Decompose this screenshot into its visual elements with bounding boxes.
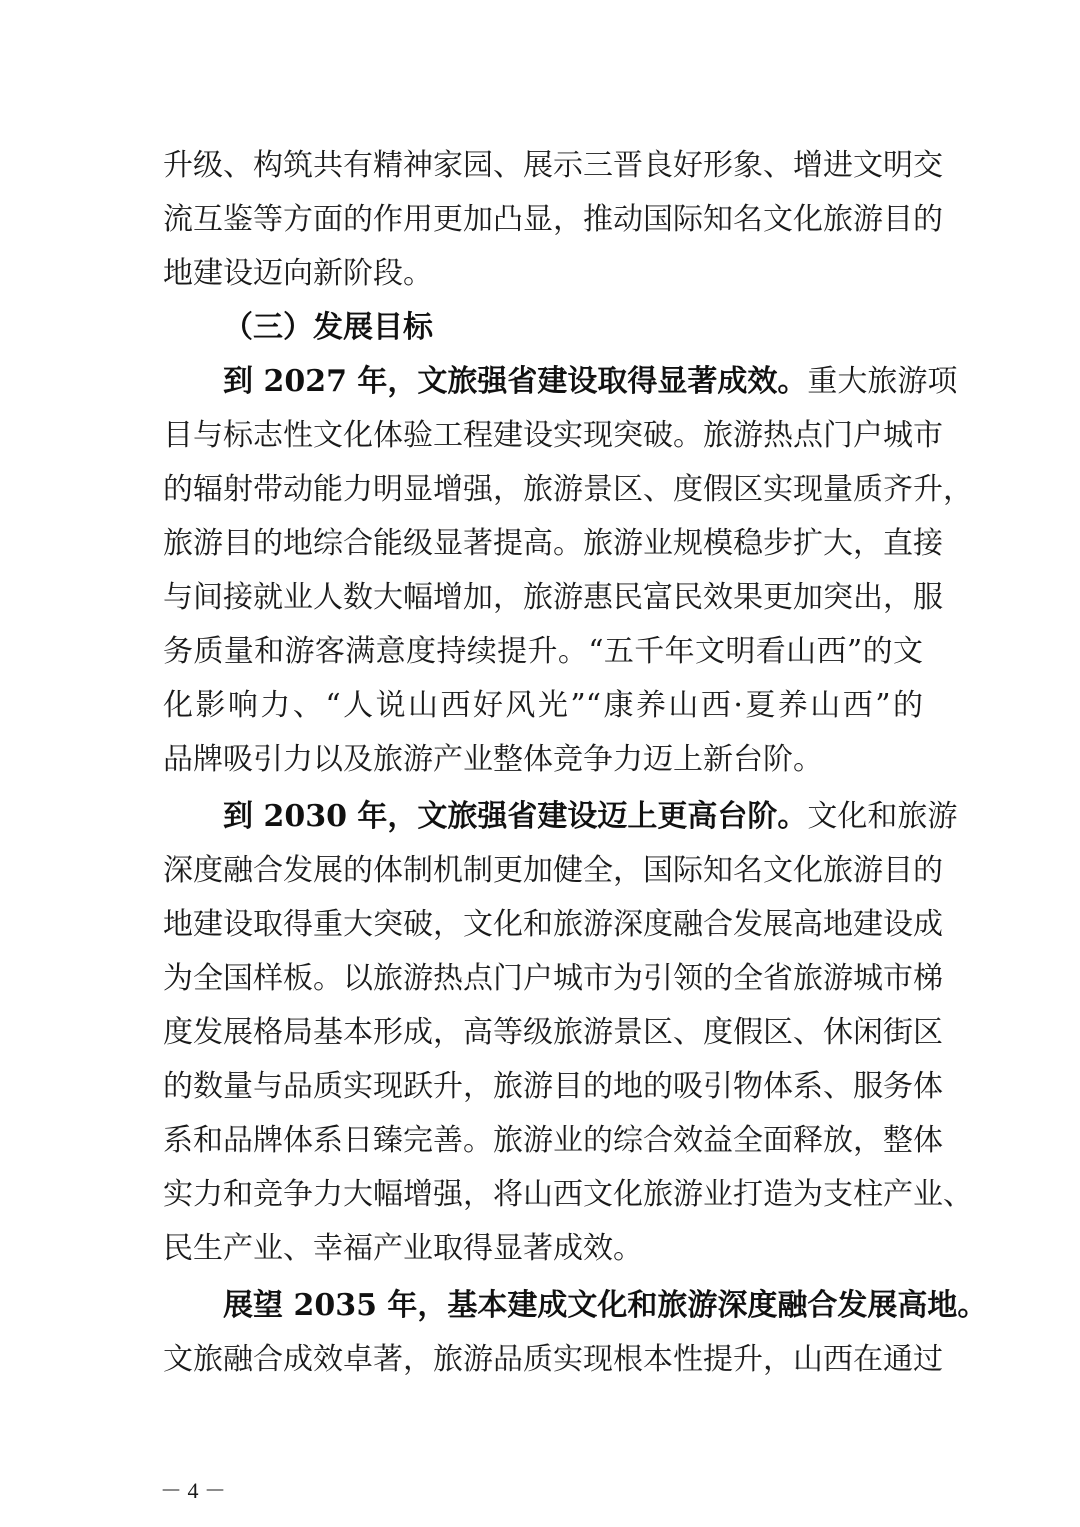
text-line: 的数量与品质实现跃升，旅游目的地的吸引物体系、服务体 <box>163 1069 943 1104</box>
page-number: － 4 － <box>160 1478 227 1503</box>
text-line: 实力和竞争力大幅增强，将山西文化旅游业打造为支柱产业、 <box>163 1177 973 1212</box>
text-line: 地建设取得重大突破，文化和旅游深度融合发展高地建设成 <box>163 907 943 942</box>
paragraph-lead-line <box>223 354 958 410</box>
text-line: 深度融合发展的体制机制更加健全，国际知名文化旅游目的 <box>163 853 943 888</box>
text-line: 地建设迈向新阶段。 <box>163 256 433 291</box>
text-line: 文旅融合成效卓著，旅游品质实现根本性提升，山西在通过 <box>163 1342 943 1377</box>
text-line: 的辐射带动能力明显增强，旅游景区、度假区实现量质齐升， <box>163 472 973 507</box>
text-line: 化影响力、“人说山西好风光”“康养山西·夏养山西”的 <box>163 688 923 723</box>
paragraph-lead-2027: 到 2027 年，文旅强省建设取得显著成效。 <box>223 364 808 399</box>
text-line: 旅游目的地综合能级显著提高。旅游业规模稳步扩大，直接 <box>163 526 943 561</box>
text-line: 品牌吸引力以及旅游产业整体竞争力迈上新台阶。 <box>163 742 823 777</box>
paragraph-text: 文化和旅游 <box>807 799 958 834</box>
paragraph-lead-2030: 到 2030 年，文旅强省建设迈上更高台阶。 <box>223 799 808 834</box>
text-line: 系和品牌体系日臻完善。旅游业的综合效益全面释放，整体 <box>163 1123 943 1158</box>
text-line: 目与标志性文化体验工程建设实现突破。旅游热点门户城市 <box>163 418 943 453</box>
paragraph-text: 重大旅游项 <box>807 364 958 399</box>
text-line: 升级、构筑共有精神家园、展示三晋良好形象、增进文明交 <box>163 148 943 183</box>
text-line: 与间接就业人数大幅增加，旅游惠民富民效果更加突出，服 <box>163 580 943 615</box>
section-heading: （三）发展目标 <box>223 310 433 345</box>
paragraph-lead-line <box>223 789 958 845</box>
text-line: 度发展格局基本形成，高等级旅游景区、度假区、休闲街区 <box>163 1015 943 1050</box>
text-line: 民生产业、幸福产业取得显著成效。 <box>163 1231 643 1266</box>
text-line: 务质量和游客满意度持续提升。“五千年文明看山西”的文 <box>163 634 923 669</box>
paragraph-lead-2035: 展望 2035 年，基本建成文化和旅游深度融合发展高地。 <box>223 1288 988 1323</box>
text-line: 为全国样板。以旅游热点门户城市为引领的全省旅游城市梯 <box>163 961 943 996</box>
text-line: 流互鉴等方面的作用更加凸显，推动国际知名文化旅游目的 <box>163 202 943 237</box>
